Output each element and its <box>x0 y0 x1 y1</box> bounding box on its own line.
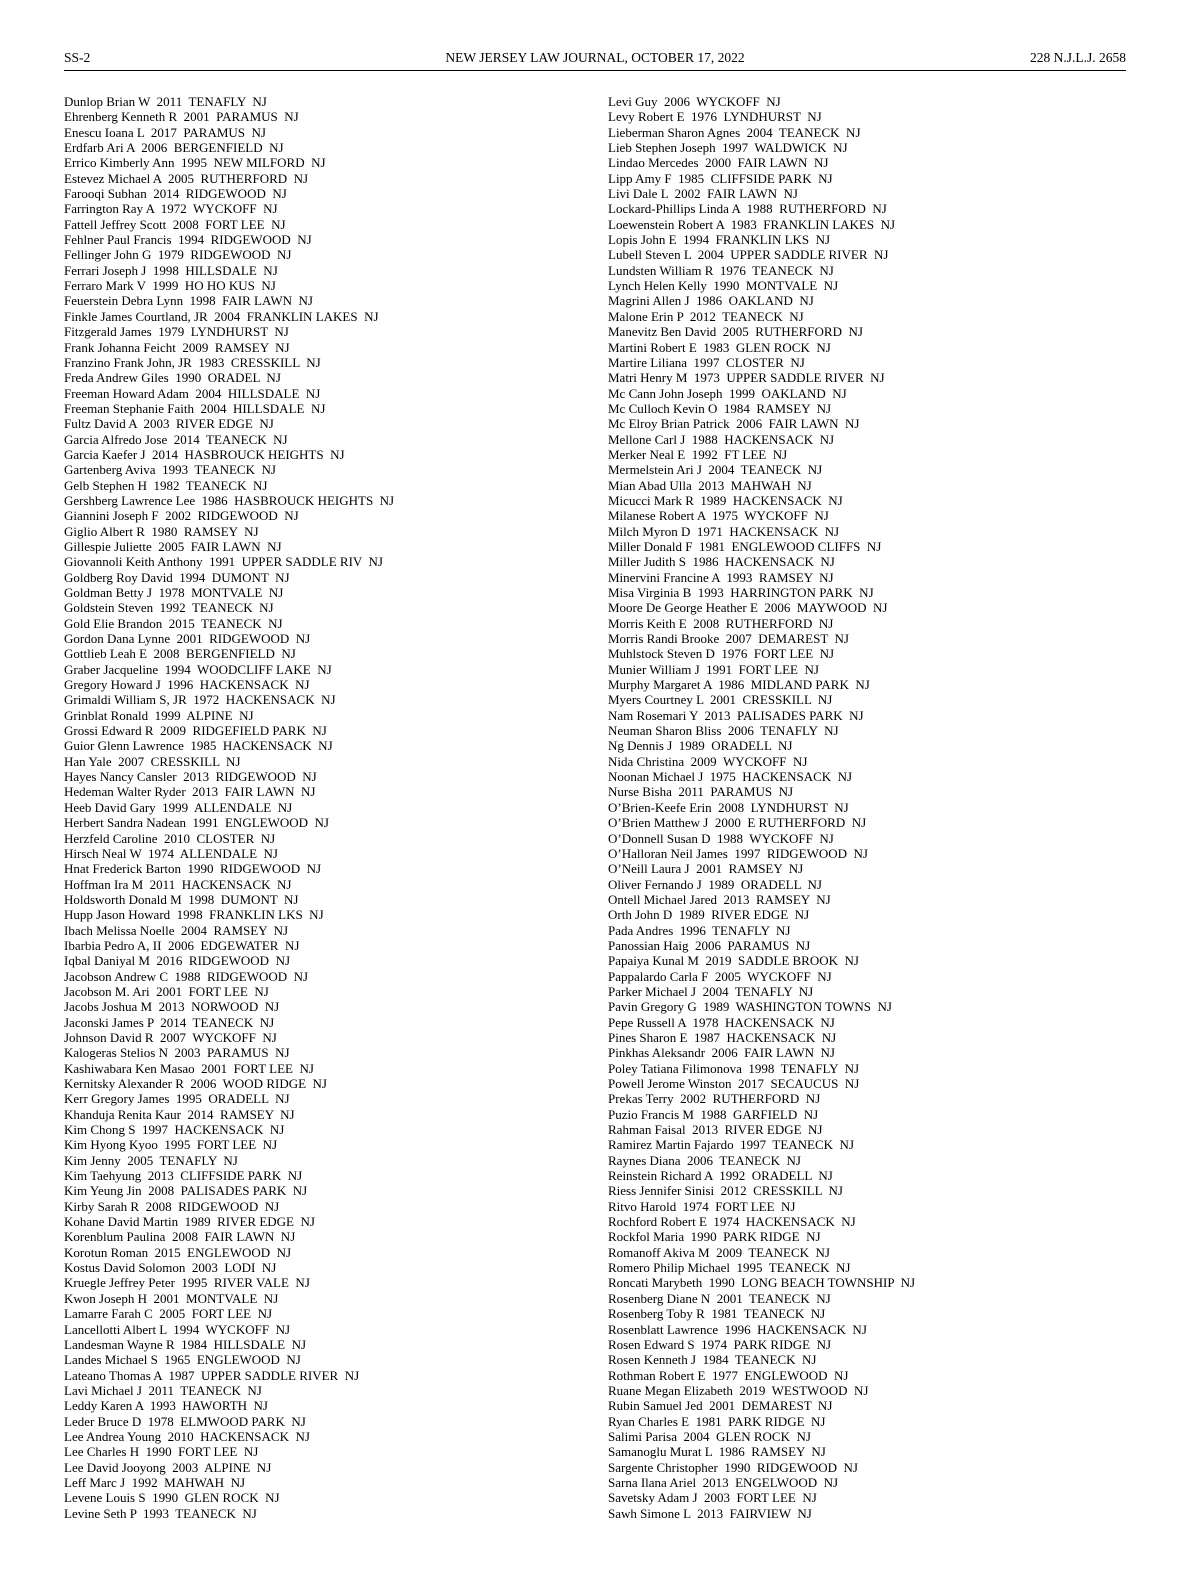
list-item: Lee Andrea Young 2010 HACKENSACK NJ <box>64 1428 310 1444</box>
list-item: Samanoglu Murat L 1986 RAMSEY NJ <box>608 1444 826 1460</box>
list-item: Garcia Alfredo Jose 2014 TEANECK NJ <box>64 431 288 447</box>
list-item: Dunlop Brian W 2011 TENAFLY NJ <box>64 94 267 109</box>
list-item: O’Brien Matthew J 2000 E RUTHERFORD NJ <box>608 815 867 831</box>
list-item: Matri Henry M 1973 UPPER SADDLE RIVER NJ <box>608 370 885 386</box>
list-item: Pavin Gregory G 1989 WASHINGTON TOWNS NJ <box>608 999 892 1015</box>
list-item: Morris Randi Brooke 2007 DEMAREST NJ <box>608 631 849 647</box>
list-item: Ramirez Martin Fajardo 1997 TEANECK NJ <box>608 1137 854 1153</box>
list-item: Rothman Robert E 1977 ENGLEWOOD NJ <box>608 1367 849 1383</box>
list-item: Malone Erin P 2012 TEANECK NJ <box>608 308 804 324</box>
list-item: Ehrenberg Kenneth R 2001 PARAMUS NJ <box>64 109 299 125</box>
list-item: Farrington Ray A 1972 WYCKOFF NJ <box>64 201 278 217</box>
list-item: Salimi Parisa 2004 GLEN ROCK NJ <box>608 1428 811 1444</box>
list-item: Romanoff Akiva M 2009 TEANECK NJ <box>608 1244 830 1260</box>
list-item: Jacobson Andrew C 1988 RIDGEWOOD NJ <box>64 968 309 984</box>
list-item: Rockfol Maria 1990 PARK RIDGE NJ <box>608 1229 821 1245</box>
list-item: Erdfarb Ari A 2006 BERGENFIELD NJ <box>64 140 284 156</box>
list-item: Grinblat Ronald 1999 ALPINE NJ <box>64 707 254 723</box>
list-item: Lamarre Farah C 2005 FORT LEE NJ <box>64 1306 273 1322</box>
list-item: Leder Bruce D 1978 ELMWOOD PARK NJ <box>64 1413 306 1429</box>
list-item: Hirsch Neal W 1974 ALLENDALE NJ <box>64 845 278 861</box>
left-column-list <box>64 94 584 1521</box>
list-item: Gartenberg Aviva 1993 TEANECK NJ <box>64 462 276 478</box>
list-item: Freeman Stephanie Faith 2004 HILLSDALE NJ <box>64 400 326 416</box>
list-item: Papaiya Kunal M 2019 SADDLE BROOK NJ <box>608 953 859 969</box>
list-item: Frank Johanna Feicht 2009 RAMSEY NJ <box>64 339 290 355</box>
list-item: Mellone Carl J 1988 HACKENSACK NJ <box>608 431 835 447</box>
list-item: Leddy Karen A 1993 HAWORTH NJ <box>64 1398 268 1414</box>
list-item: Goldman Betty J 1978 MONTVALE NJ <box>64 585 284 600</box>
list-item: Grossi Edward R 2009 RIDGEFIELD PARK NJ <box>64 723 327 739</box>
list-item: Iqbal Daniyal M 2016 RIDGEWOOD NJ <box>64 953 291 969</box>
list-item: O’Brien-Keefe Erin 2008 LYNDHURST NJ <box>608 799 849 815</box>
publication-title: NEW JERSEY LAW JOURNAL, OCTOBER 17, 2022 <box>445 50 745 65</box>
list-item: Parker Michael J 2004 TENAFLY NJ <box>608 983 814 999</box>
list-item: Poley Tatiana Filimonova 1998 TENAFLY NJ <box>608 1060 860 1076</box>
list-item: Feuerstein Debra Lynn 1998 FAIR LAWN NJ <box>64 293 313 309</box>
list-item: Freeman Howard Adam 2004 HILLSDALE NJ <box>64 385 321 401</box>
list-item: Estevez Michael A 2005 RUTHERFORD NJ <box>64 170 309 186</box>
list-item: Gottlieb Leah E 2008 BERGENFIELD NJ <box>64 646 296 662</box>
list-item: Holdsworth Donald M 1998 DUMONT NJ <box>64 891 299 907</box>
list-item: Lancellotti Albert L 1994 WYCKOFF NJ <box>64 1321 291 1337</box>
list-item: Pada Andres 1996 TENAFLY NJ <box>608 922 791 938</box>
list-item: O’Neill Laura J 2001 RAMSEY NJ <box>608 861 804 877</box>
list-item: Ontell Michael Jared 2013 RAMSEY NJ <box>608 891 831 907</box>
list-item: Kim Yeung Jin 2008 PALISADES PARK NJ <box>64 1183 308 1199</box>
list-item: Freda Andrew Giles 1990 ORADEL NJ <box>64 370 281 386</box>
list-item: Munier William J 1991 FORT LEE NJ <box>608 661 819 677</box>
list-item: Korotun Roman 2015 ENGLEWOOD NJ <box>64 1244 292 1260</box>
list-item: Kim Jenny 2005 TENAFLY NJ <box>64 1152 238 1168</box>
list-item: Lundsten William R 1976 TEANECK NJ <box>608 262 834 278</box>
list-item: Raynes Diana 2006 TEANECK NJ <box>608 1152 801 1168</box>
list-item: Finkle James Courtland, JR 2004 FRANKLIN LAKES NJ <box>64 308 379 324</box>
list-item: Herbert Sandra Nadean 1991 ENGLEWOOD NJ <box>64 815 329 831</box>
list-item: Lubell Steven L 2004 UPPER SADDLE RIVER NJ <box>608 247 889 263</box>
list-item: Lynch Helen Kelly 1990 MONTVALE NJ <box>608 278 839 294</box>
list-item: Goldstein Steven 1992 TEANECK NJ <box>64 600 274 616</box>
list-item: Errico Kimberly Ann 1995 NEW MILFORD NJ <box>64 155 326 171</box>
list-item: Lindao Mercedes 2000 FAIR LAWN NJ <box>608 155 829 171</box>
list-item: Kostus David Solomon 2003 LODI NJ <box>64 1260 277 1276</box>
list-item: Lopis John E 1994 FRANKLIN LKS NJ <box>608 232 831 248</box>
list-item: Roncati Marybeth 1990 LONG BEACH TOWNSHIP NJ <box>608 1275 916 1291</box>
list-item: Kwon Joseph H 2001 MONTVALE NJ <box>64 1290 279 1306</box>
list-item: Ferraro Mark V 1999 HO HO KUS NJ <box>64 278 276 294</box>
list-item: Livi Dale L 2002 FAIR LAWN NJ <box>608 186 798 202</box>
list-item: Mc Elroy Brian Patrick 2006 FAIR LAWN NJ <box>608 416 860 432</box>
list-item: Ritvo Harold 1974 FORT LEE NJ <box>608 1198 796 1214</box>
list-item: Gregory Howard J 1996 HACKENSACK NJ <box>64 677 310 693</box>
list-item: O’Donnell Susan D 1988 WYCKOFF NJ <box>608 830 834 846</box>
list-item: Kerr Gregory James 1995 ORADELL NJ <box>64 1091 290 1107</box>
list-item: Savetsky Adam J 2003 FORT LEE NJ <box>608 1490 817 1506</box>
list-item: Orth John D 1989 RIVER EDGE NJ <box>608 907 810 923</box>
list-item: Gillespie Juliette 2005 FAIR LAWN NJ <box>64 538 282 554</box>
list-item: Miller Donald F 1981 ENGLEWOOD CLIFFS NJ <box>608 538 882 554</box>
list-item: Gershberg Lawrence Lee 1986 HASBROUCK HEIGHTS NJ <box>64 492 395 508</box>
list-item: Riess Jennifer Sinisi 2012 CRESSKILL NJ <box>608 1183 843 1199</box>
list-item: Neuman Sharon Bliss 2006 TENAFLY NJ <box>608 723 839 739</box>
list-item: Lee Charles H 1990 FORT LEE NJ <box>64 1444 259 1460</box>
list-item: Levene Louis S 1990 GLEN ROCK NJ <box>64 1490 280 1506</box>
list-item: Heeb David Gary 1999 ALLENDALE NJ <box>64 799 293 815</box>
list-item: Levine Seth P 1993 TEANECK NJ <box>64 1505 257 1521</box>
list-item: Jacobson M. Ari 2001 FORT LEE NJ <box>64 983 269 999</box>
list-item: Kirby Sarah R 2008 RIDGEWOOD NJ <box>64 1198 280 1214</box>
list-item: Pines Sharon E 1987 HACKENSACK NJ <box>608 1029 837 1045</box>
list-item: Morris Keith E 2008 RUTHERFORD NJ <box>608 615 834 631</box>
page-label: SS-2 <box>64 50 91 65</box>
list-item: Prekas Terry 2002 RUTHERFORD NJ <box>608 1091 821 1107</box>
list-item: Hedeman Walter Ryder 2013 FAIR LAWN NJ <box>64 784 316 800</box>
list-item: Leff Marc J 1992 MAHWAH NJ <box>64 1474 246 1490</box>
list-item: Noonan Michael J 1975 HACKENSACK NJ <box>608 769 853 785</box>
list-item: Muhlstock Steven D 1976 FORT LEE NJ <box>608 646 835 662</box>
list-item: Lockard-Phillips Linda A 1988 RUTHERFORD NJ <box>608 201 887 217</box>
list-item: Myers Courtney L 2001 CRESSKILL NJ <box>608 692 833 708</box>
list-item: Pappalardo Carla F 2005 WYCKOFF NJ <box>608 968 832 984</box>
list-item: Kim Chong S 1997 HACKENSACK NJ <box>64 1122 285 1138</box>
list-item: Manevitz Ben David 2005 RUTHERFORD NJ <box>608 324 863 340</box>
list-item: Graber Jacqueline 1994 WOODCLIFF LAKE NJ <box>64 661 332 677</box>
list-item: Lieb Stephen Joseph 1997 WALDWICK NJ <box>608 140 848 156</box>
list-item: Lateano Thomas A 1987 UPPER SADDLE RIVER NJ <box>64 1367 360 1383</box>
list-item: Panossian Haig 2006 PARAMUS NJ <box>608 937 811 953</box>
list-item: Ferrari Joseph J 1998 HILLSDALE NJ <box>64 262 278 278</box>
list-item: Guior Glenn Lawrence 1985 HACKENSACK NJ <box>64 738 333 754</box>
list-item: Nurse Bisha 2011 PARAMUS NJ <box>608 784 794 800</box>
list-item: Khanduja Renita Kaur 2014 RAMSEY NJ <box>64 1106 295 1122</box>
list-item: Minervini Francine A 1993 RAMSEY NJ <box>608 569 834 585</box>
list-item: Lieberman Sharon Agnes 2004 TEANECK NJ <box>608 124 861 140</box>
list-item: Reinstein Richard A 1992 ORADELL NJ <box>608 1168 833 1184</box>
list-item: Loewenstein Robert A 1983 FRANKLIN LAKES NJ <box>608 216 896 232</box>
list-item: Franzino Frank John, JR 1983 CRESSKILL NJ <box>64 354 321 370</box>
list-item: Martire Liliana 1997 CLOSTER NJ <box>608 354 805 370</box>
list-item: Hoffman Ira M 2011 HACKENSACK NJ <box>64 876 292 892</box>
list-item: Rosenberg Diane N 2001 TEANECK NJ <box>608 1290 831 1306</box>
list-item: Rosen Kenneth J 1984 TEANECK NJ <box>608 1352 817 1368</box>
list-item: Levi Guy 2006 WYCKOFF NJ <box>608 94 781 109</box>
list-item: Landes Michael S 1965 ENGLEWOOD NJ <box>64 1352 301 1368</box>
list-item: Lee David Jooyong 2003 ALPINE NJ <box>64 1459 272 1475</box>
list-item: Fellinger John G 1979 RIDGEWOOD NJ <box>64 247 292 263</box>
page-header <box>64 50 1126 71</box>
list-item: Jaconski James P 2014 TEANECK NJ <box>64 1014 275 1030</box>
list-item: Kohane David Martin 1989 RIVER EDGE NJ <box>64 1214 315 1230</box>
list-item: Rosenberg Toby R 1981 TEANECK NJ <box>608 1306 826 1322</box>
list-item: Rochford Robert E 1974 HACKENSACK NJ <box>608 1214 856 1230</box>
list-item: Magrini Allen J 1986 OAKLAND NJ <box>608 293 814 309</box>
list-item: Mian Abad Ulla 2013 MAHWAH NJ <box>608 477 812 493</box>
list-item: Rosen Edward S 1974 PARK RIDGE NJ <box>608 1336 832 1352</box>
list-item: Fehlner Paul Francis 1994 RIDGEWOOD NJ <box>64 232 312 248</box>
list-item: Kim Hyong Kyoo 1995 FORT LEE NJ <box>64 1137 278 1153</box>
list-item: Murphy Margaret A 1986 MIDLAND PARK NJ <box>608 677 870 693</box>
list-item: Sarna Ilana Ariel 2013 ENGELWOOD NJ <box>608 1474 839 1490</box>
list-item: Nam Rosemari Y 2013 PALISADES PARK NJ <box>608 707 864 723</box>
list-item: Romero Philip Michael 1995 TEANECK NJ <box>608 1260 851 1276</box>
list-item: Ruane Megan Elizabeth 2019 WESTWOOD NJ <box>608 1382 869 1398</box>
list-item: Mc Culloch Kevin O 1984 RAMSEY NJ <box>608 400 832 416</box>
list-item: Micucci Mark R 1989 HACKENSACK NJ <box>608 492 843 508</box>
list-item: Hayes Nancy Cansler 2013 RIDGEWOOD NJ <box>64 769 317 785</box>
list-item: Farooqi Subhan 2014 RIDGEWOOD NJ <box>64 186 287 202</box>
list-item: Garcia Kaefer J 2014 HASBROUCK HEIGHTS NJ <box>64 446 345 462</box>
list-item: Mermelstein Ari J 2004 TEANECK NJ <box>608 462 823 478</box>
list-item: Korenblum Paulina 2008 FAIR LAWN NJ <box>64 1229 296 1245</box>
list-item: Powell Jerome Winston 2017 SECAUCUS NJ <box>608 1076 860 1091</box>
list-item: Miller Judith S 1986 HACKENSACK NJ <box>608 554 835 570</box>
list-item: Kashiwabara Ken Masao 2001 FORT LEE NJ <box>64 1060 314 1076</box>
list-item: Grimaldi William S, JR 1972 HACKENSACK NJ <box>64 692 336 708</box>
list-item: Rosenblatt Lawrence 1996 HACKENSACK NJ <box>608 1321 867 1337</box>
list-item: Sawh Simone L 2013 FAIRVIEW NJ <box>608 1505 812 1521</box>
list-item: Fitzgerald James 1979 LYNDHURST NJ <box>64 324 289 340</box>
list-item: Giannini Joseph F 2002 RIDGEWOOD NJ <box>64 508 299 524</box>
list-item: Martini Robert E 1983 GLEN ROCK NJ <box>608 339 831 355</box>
list-item: O’Halloran Neil James 1997 RIDGEWOOD NJ <box>608 845 868 861</box>
list-item: Oliver Fernando J 1989 ORADELL NJ <box>608 876 822 892</box>
list-item: Landesman Wayne R 1984 HILLSDALE NJ <box>64 1336 307 1352</box>
list-item: Ibach Melissa Noelle 2004 RAMSEY NJ <box>64 922 289 938</box>
list-item: Pepe Russell A 1978 HACKENSACK NJ <box>608 1014 835 1030</box>
list-item: Goldberg Roy David 1994 DUMONT NJ <box>64 569 290 585</box>
list-item: Enescu Ioana L 2017 PARAMUS NJ <box>64 124 266 140</box>
list-item: Merker Neal E 1992 FT LEE NJ <box>608 446 788 462</box>
list-item: Han Yale 2007 CRESSKILL NJ <box>64 753 241 769</box>
list-item: Hupp Jason Howard 1998 FRANKLIN LKS NJ <box>64 907 324 923</box>
list-item: Ng Dennis J 1989 ORADELL NJ <box>608 738 793 754</box>
list-item: Lavi Michael J 2011 TEANECK NJ <box>64 1382 262 1398</box>
list-item: Ibarbia Pedro A, II 2006 EDGEWATER NJ <box>64 937 300 953</box>
list-item: Levy Robert E 1976 LYNDHURST NJ <box>608 109 822 125</box>
list-item: Nida Christina 2009 WYCKOFF NJ <box>608 753 808 769</box>
list-item: Milanese Robert A 1975 WYCKOFF NJ <box>608 508 829 524</box>
list-item: Giovannoli Keith Anthony 1991 UPPER SADDLE RIV NJ <box>64 554 383 570</box>
list-item: Misa Virginia B 1993 HARRINGTON PARK NJ <box>608 585 874 600</box>
list-item: Puzio Francis M 1988 GARFIELD NJ <box>608 1106 819 1122</box>
list-item: Jacobs Joshua M 2013 NORWOOD NJ <box>64 999 280 1015</box>
citation: 228 N.J.L.J. 2658 <box>1029 50 1126 65</box>
list-item: Fattell Jeffrey Scott 2008 FORT LEE NJ <box>64 216 286 232</box>
list-item: Kruegle Jeffrey Peter 1995 RIVER VALE NJ <box>64 1275 310 1291</box>
list-item: Milch Myron D 1971 HACKENSACK NJ <box>608 523 840 539</box>
list-item: Gold Elie Brandon 2015 TEANECK NJ <box>64 615 283 631</box>
list-item: Ryan Charles E 1981 PARK RIDGE NJ <box>608 1413 826 1429</box>
list-item: Moore De George Heather E 2006 MAYWOOD NJ <box>608 600 888 616</box>
right-column-list <box>608 94 1148 1521</box>
list-item: Mc Cann John Joseph 1999 OAKLAND NJ <box>608 385 847 401</box>
list-item: Fultz David A 2003 RIVER EDGE NJ <box>64 416 274 432</box>
list-item: Giglio Albert R 1980 RAMSEY NJ <box>64 523 259 539</box>
list-item: Gordon Dana Lynne 2001 RIDGEWOOD NJ <box>64 631 311 647</box>
list-item: Lipp Amy F 1985 CLIFFSIDE PARK NJ <box>608 170 833 186</box>
list-item: Rubin Samuel Jed 2001 DEMAREST NJ <box>608 1398 833 1414</box>
list-item: Herzfeld Caroline 2010 CLOSTER NJ <box>64 830 276 846</box>
list-item: Pinkhas Aleksandr 2006 FAIR LAWN NJ <box>608 1045 835 1061</box>
list-item: Sargente Christopher 1990 RIDGEWOOD NJ <box>608 1459 858 1475</box>
list-item: Kalogeras Stelios N 2003 PARAMUS NJ <box>64 1045 290 1061</box>
list-item: Hnat Frederick Barton 1990 RIDGEWOOD NJ <box>64 861 322 877</box>
list-item: Kim Taehyung 2013 CLIFFSIDE PARK NJ <box>64 1168 303 1184</box>
list-item: Johnson David R 2007 WYCKOFF NJ <box>64 1029 277 1045</box>
list-item: Gelb Stephen H 1982 TEANECK NJ <box>64 477 268 493</box>
list-item: Rahman Faisal 2013 RIVER EDGE NJ <box>608 1122 823 1138</box>
list-item: Kernitsky Alexander R 2006 WOOD RIDGE NJ <box>64 1076 327 1091</box>
